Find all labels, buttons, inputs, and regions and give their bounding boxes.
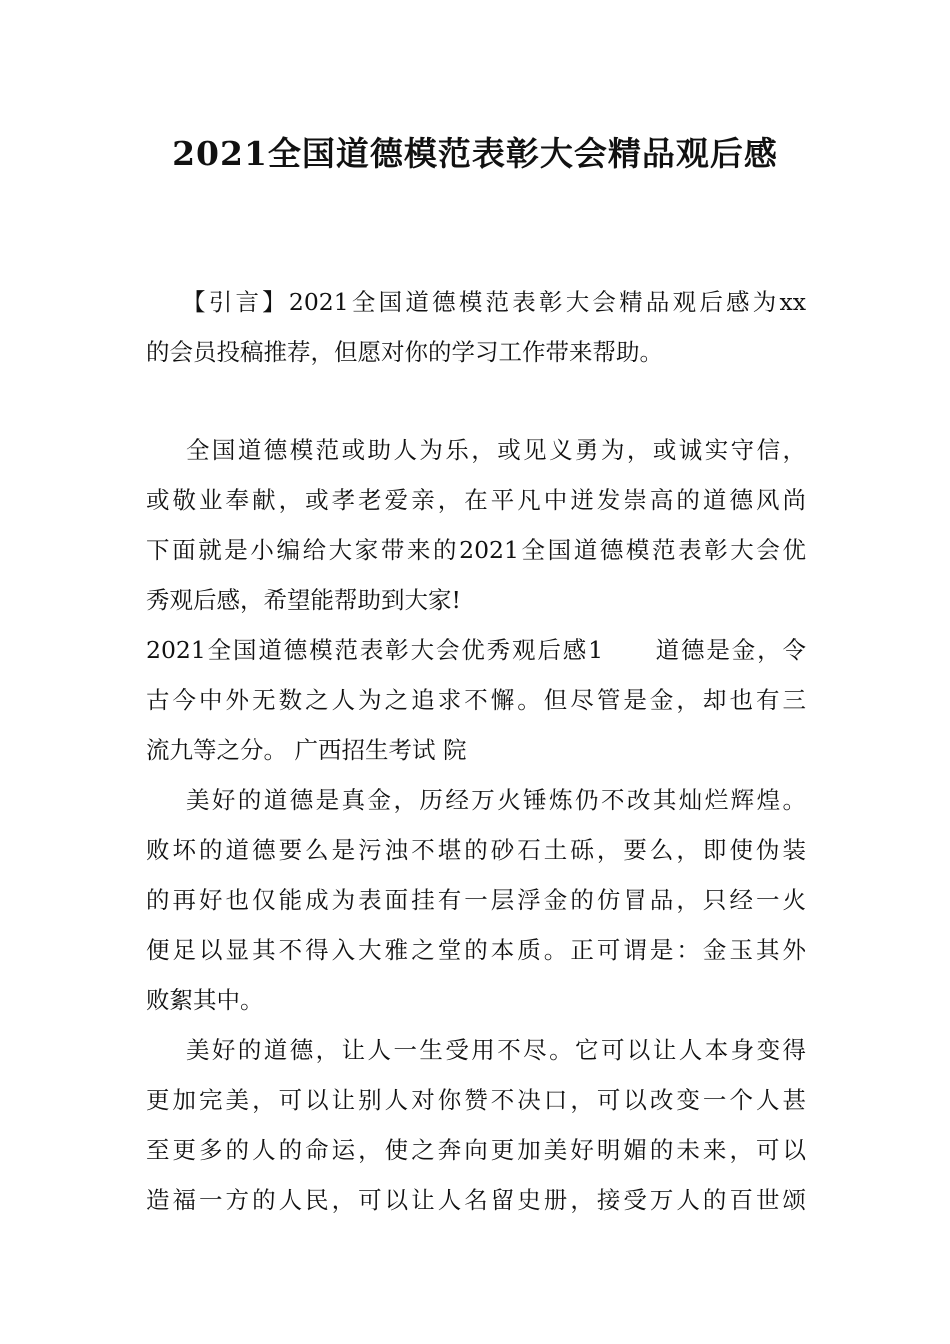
text-line: 秀观后感，希望能帮助到大家! xyxy=(146,586,461,614)
text-line: 古今中外无数之人为之追求不懈。但尽管是金，却也有三 xyxy=(146,686,806,714)
text-line: 便足以显其不得入大雅之堂的本质。正可谓是：金玉其外 xyxy=(146,936,806,964)
text-line: 败坏的道德要么是污浊不堪的砂石土砾，要么，即使伪装 xyxy=(146,836,806,864)
text-line: 下面就是小编给大家带来的2021全国道德模范表彰大会优 xyxy=(146,536,806,564)
text-line: 至更多的人的命运，使之奔向更加美好明媚的未来，可以 xyxy=(146,1136,806,1164)
text-line: 全国道德模范或助人为乐，或见义勇为，或诚实守信， xyxy=(186,436,806,464)
text-line: 美好的道德，让人一生受用不尽。它可以让人本身变得 xyxy=(186,1036,806,1064)
text-line: 或敬业奉献，或孝老爱亲，在平凡中迸发崇高的道德风尚 xyxy=(146,486,806,514)
text-line: 2021全国道德模范表彰大会优秀观后感1 道德是金，令 xyxy=(146,636,806,664)
text-line: 流九等之分。 广西招生考试 院 xyxy=(146,736,467,764)
text-line: 造福一方的人民，可以让人名留史册，接受万人的百世颂 xyxy=(146,1186,806,1214)
text-line: 的会员投稿推荐，但愿对你的学习工作带来帮助。 xyxy=(146,338,663,366)
text-line: 更加完美，可以让别人对你赞不决口，可以改变一个人甚 xyxy=(146,1086,806,1114)
text-line: 败絮其中。 xyxy=(146,986,264,1014)
text-line: 的再好也仅能成为表面挂有一层浮金的仿冒品，只经一火 xyxy=(146,886,806,914)
text-line: 美好的道德是真金，历经万火锤炼仍不改其灿烂辉煌。 xyxy=(186,786,806,814)
text-line: 【引言】2021全国道德模范表彰大会精品观后感为xx xyxy=(182,288,806,316)
document-title: 2021全国道德模范表彰大会精品观后感 xyxy=(172,134,778,173)
